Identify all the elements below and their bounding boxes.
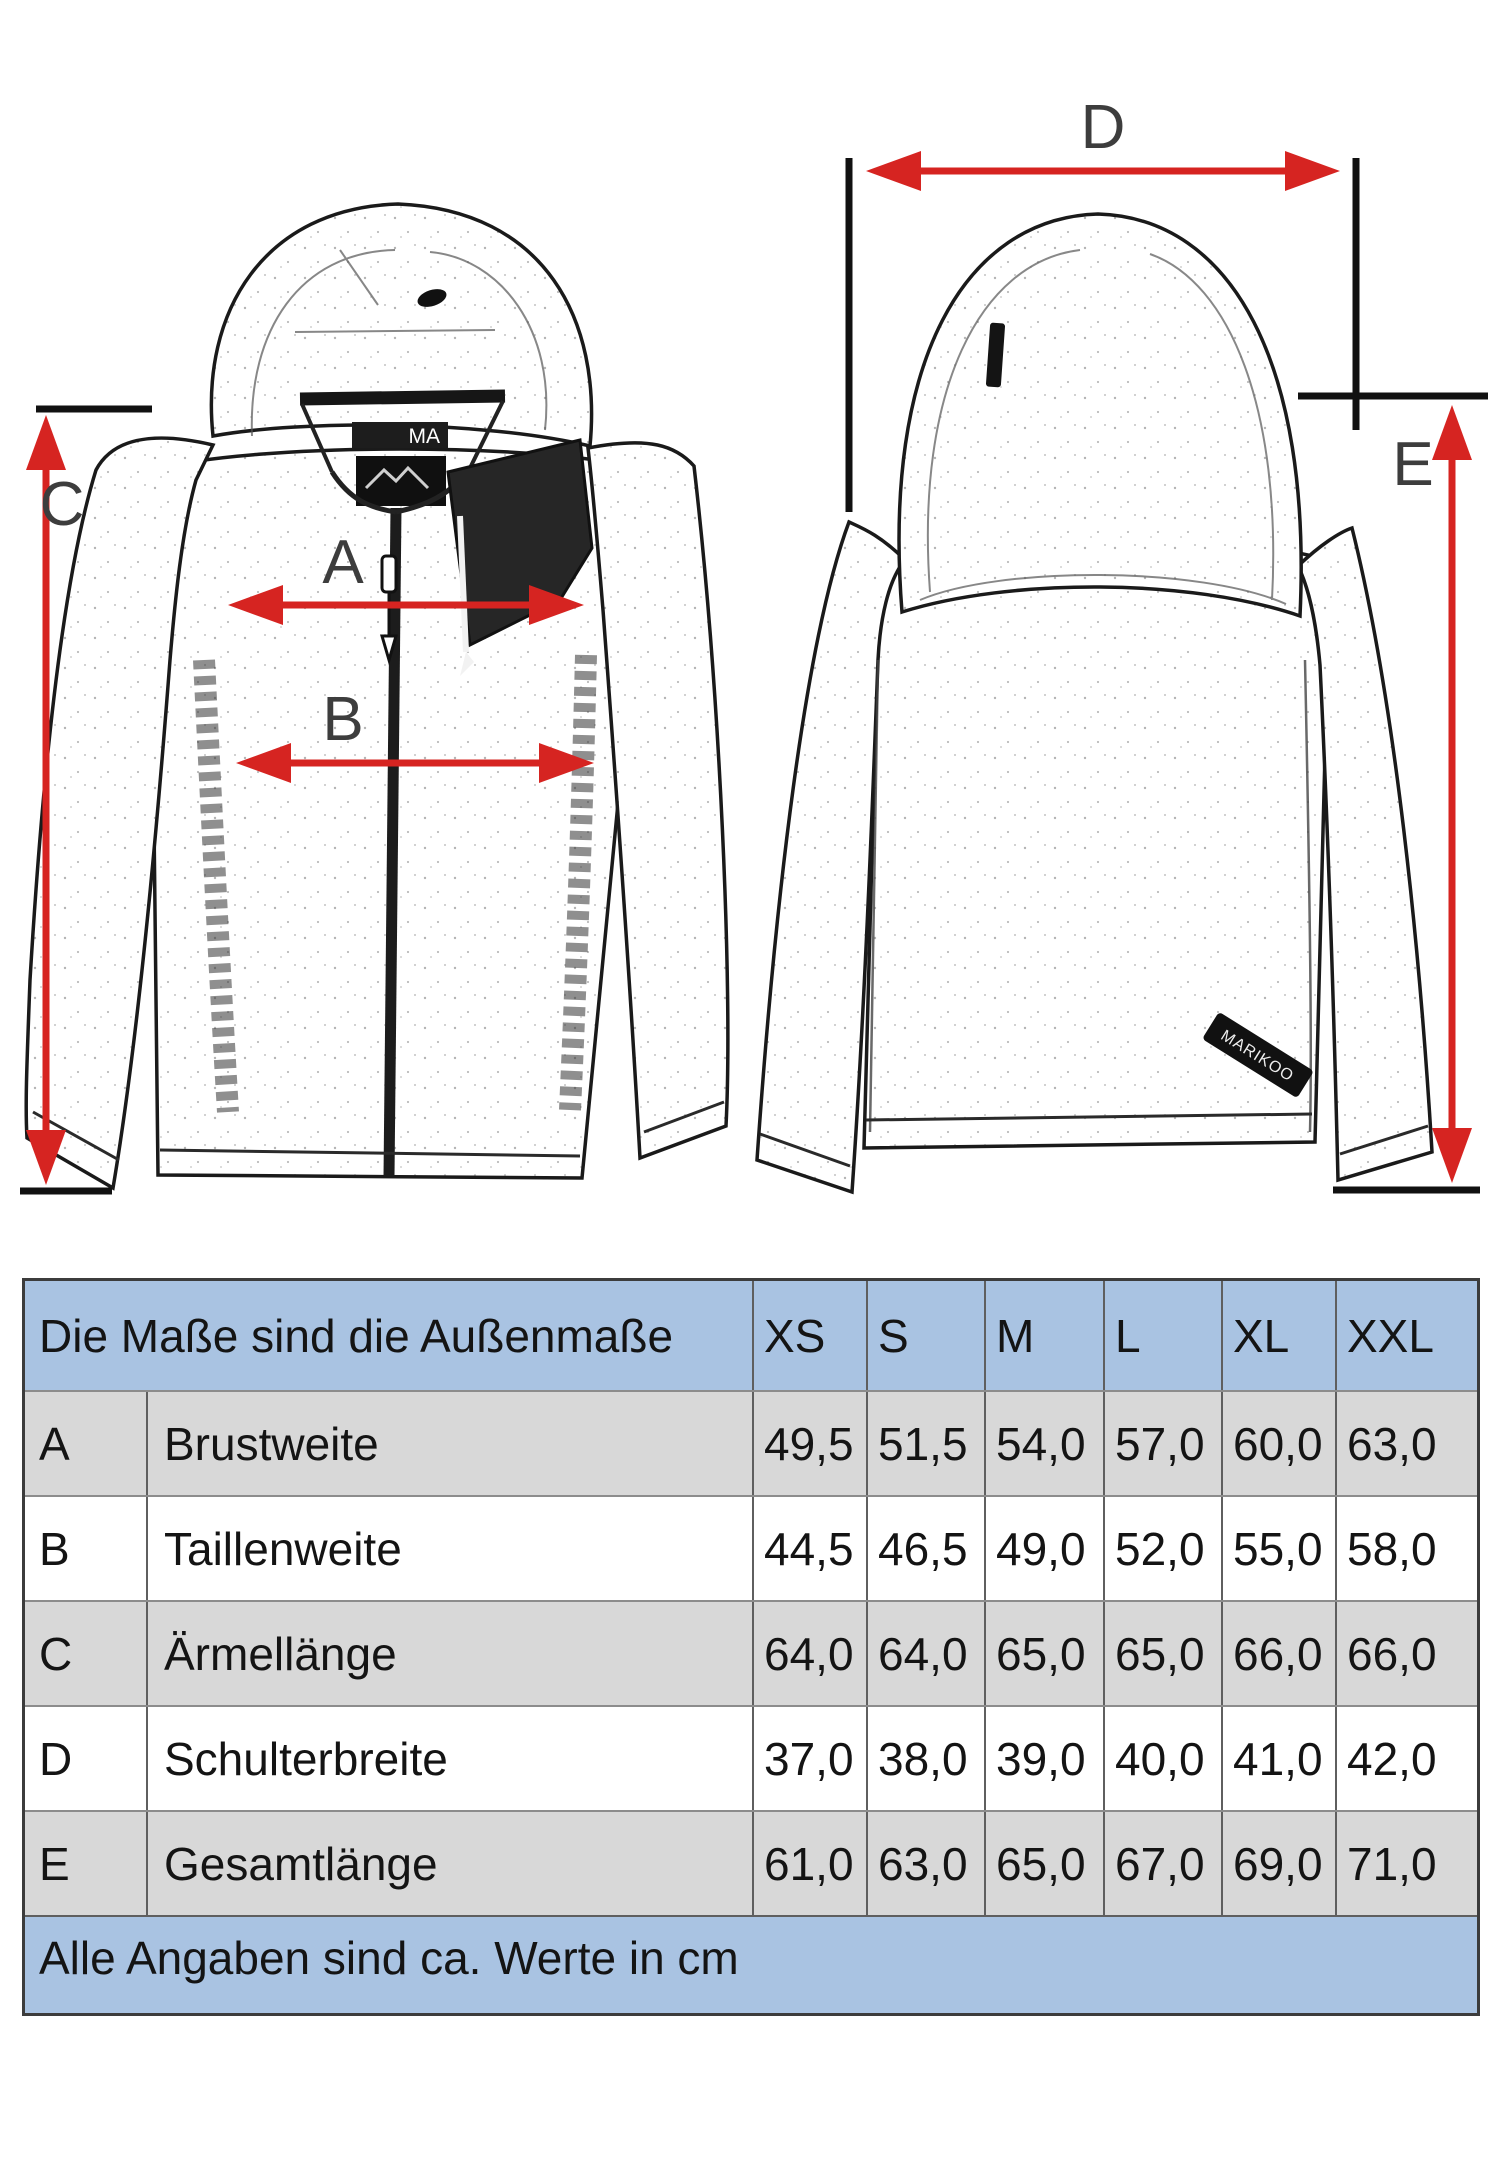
- table-row-b: [25, 1495, 1477, 1600]
- value-cell: 39,0: [984, 1707, 1103, 1810]
- row-key: E: [39, 1837, 70, 1890]
- value-cell: 65,0: [984, 1602, 1103, 1705]
- value-cell: 37,0: [752, 1707, 866, 1810]
- front-hood: [211, 204, 591, 446]
- value-cell: 58,0: [1335, 1497, 1457, 1600]
- value-cell: 49,5: [752, 1392, 866, 1495]
- value-cell: 38,0: [866, 1707, 984, 1810]
- value-cell: 51,5: [866, 1392, 984, 1495]
- value-cell: 67,0: [1103, 1812, 1221, 1915]
- row-key: A: [39, 1417, 70, 1470]
- value-cell: 57,0: [1103, 1392, 1221, 1495]
- value-cell: 63,0: [1335, 1392, 1457, 1495]
- value-cell: 63,0: [866, 1812, 984, 1915]
- table-row-a: [25, 1390, 1477, 1495]
- measure-label-a: A: [322, 528, 364, 597]
- value-cell: 66,0: [1221, 1602, 1335, 1705]
- value-cell: 44,5: [752, 1497, 866, 1600]
- col-header-xxl: XXL: [1335, 1281, 1457, 1390]
- table-title: Die Maße sind die Außenmaße: [39, 1309, 674, 1362]
- row-key: B: [39, 1522, 70, 1575]
- col-header-m: M: [984, 1281, 1103, 1390]
- value-cell: 66,0: [1335, 1602, 1457, 1705]
- value-cell: 60,0: [1221, 1392, 1335, 1495]
- row-label: Ärmellänge: [146, 1602, 752, 1705]
- value-cell: 71,0: [1335, 1812, 1457, 1915]
- value-cell: 65,0: [1103, 1602, 1221, 1705]
- row-key: C: [39, 1627, 73, 1680]
- size-table: [22, 1278, 1480, 2016]
- table-footnote: Alle Angaben sind ca. Werte in cm: [39, 1932, 739, 1984]
- value-cell: 42,0: [1335, 1707, 1457, 1810]
- table-row-c: [25, 1600, 1477, 1705]
- measure-label-d: D: [1080, 93, 1126, 162]
- zipper-pull: [382, 556, 396, 592]
- measure-label-b: B: [322, 685, 364, 754]
- value-cell: 65,0: [984, 1812, 1103, 1915]
- col-header-xs: XS: [752, 1281, 866, 1390]
- value-cell: 61,0: [752, 1812, 866, 1915]
- col-header-s: S: [866, 1281, 984, 1390]
- col-header-xl: XL: [1221, 1281, 1335, 1390]
- value-cell: 41,0: [1221, 1707, 1335, 1810]
- measure-label-c: C: [39, 470, 85, 539]
- table-row-e: [25, 1810, 1477, 1915]
- value-cell: 52,0: [1103, 1497, 1221, 1600]
- value-cell: 55,0: [1221, 1497, 1335, 1600]
- front-jacket-drawing: [26, 204, 728, 1188]
- collar-size-label-text: MA: [408, 425, 440, 448]
- back-hood: [899, 214, 1301, 616]
- row-key: D: [39, 1732, 73, 1785]
- value-cell: 54,0: [984, 1392, 1103, 1495]
- value-cell: 46,5: [866, 1497, 984, 1600]
- value-cell: 64,0: [866, 1602, 984, 1705]
- col-header-l: L: [1103, 1281, 1221, 1390]
- hem-brand-tag-text: MARIKOO: [1217, 1027, 1297, 1086]
- row-label: Taillenweite: [146, 1497, 752, 1600]
- value-cell: 64,0: [752, 1602, 866, 1705]
- row-label: Gesamtlänge: [146, 1812, 752, 1915]
- value-cell: 49,0: [984, 1497, 1103, 1600]
- table-footer-row: [25, 1915, 1477, 2013]
- measure-label-e: E: [1392, 430, 1434, 499]
- value-cell: 69,0: [1221, 1812, 1335, 1915]
- back-jacket-drawing: [757, 214, 1432, 1192]
- row-label: Schulterbreite: [146, 1707, 752, 1810]
- row-label: Brustweite: [146, 1392, 752, 1495]
- value-cell: 40,0: [1103, 1707, 1221, 1810]
- table-row-d: [25, 1705, 1477, 1810]
- table-header-row: [25, 1281, 1477, 1390]
